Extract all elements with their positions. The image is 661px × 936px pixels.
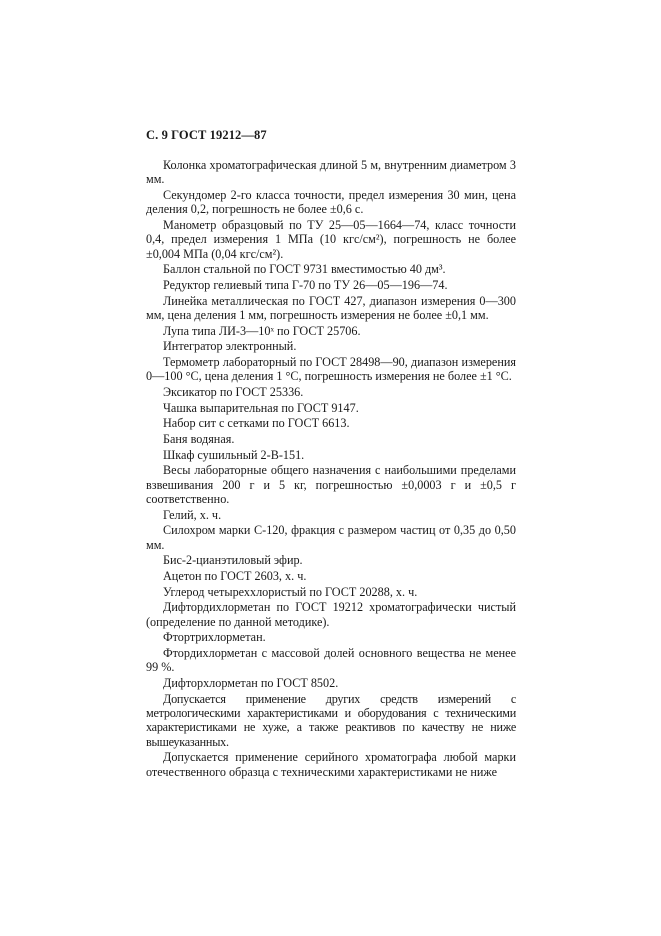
paragraph-fluorotrichloromethane: Фтортрихлорметан. xyxy=(163,630,266,645)
paragraph-sieve-set: Набор сит с сетками по ГОСТ 6613. xyxy=(163,416,350,431)
paragraph-silochrom: Силохром марки С-120, фракция с размером частиц от 0,35 до 0,50 мм. xyxy=(146,523,516,552)
paragraph-magnifier: Лупа типа ЛИ-3—10ˣ по ГОСТ 25706. xyxy=(163,323,361,338)
paragraph-drying-cabinet: Шкаф сушильный 2-В-151. xyxy=(163,447,305,462)
paragraph-carbon-tetrachloride: Углерод четыреххлористый по ГОСТ 20288, х. ч. xyxy=(163,584,418,599)
paragraph-ether: Бис-2-цианэтиловый эфир. xyxy=(163,553,303,568)
paragraph-ruler: Линейка металлическая по ГОСТ 427, диапазон измерения 0—300 мм, цена деления 1 мм, погрешность измерения не более ±0,1 мм. xyxy=(146,293,516,322)
paragraph-alternatives: Допускается применение других средств измерений с метрологическими характеристиками и оборудования с техническими характеристиками не хуже, а также реактивов по качеству не ниже вышеуказанных. xyxy=(146,691,516,749)
paragraph-acetone: Ацетон по ГОСТ 2603, х. ч. xyxy=(163,569,307,584)
paragraph-scales: Весы лабораторные общего назначения с наибольшими пределами взвешивания 200 г и 5 кг, погрешностью ±0,0003 г и ±0,5 г соответственно. xyxy=(146,463,516,506)
paragraph-helium: Гелий, х. ч. xyxy=(163,507,222,522)
paragraph-difluorochloromethane: Дифторхлорметан по ГОСТ 8502. xyxy=(163,676,339,691)
page-header: С. 9 ГОСТ 19212—87 xyxy=(146,128,267,142)
paragraph-desiccator: Эксикатор по ГОСТ 25336. xyxy=(163,384,304,399)
paragraph-evaporating-dish: Чашка выпарительная по ГОСТ 9147. xyxy=(163,400,359,415)
paragraph-integrator: Интегратор электронный. xyxy=(163,339,297,354)
paragraph-water-bath: Баня водяная. xyxy=(163,432,235,447)
paragraph-reducer: Редуктор гелиевый типа Г-70 по ТУ 26—05—196—74. xyxy=(163,277,448,292)
paragraph-fluorodichloromethane: Фтордихлорметан с массовой долей основного вещества не менее 99 %. xyxy=(146,646,516,675)
paragraph-difluorodichloromethane: Дифтордихлорметан по ГОСТ 19212 хроматографически чистый (определение по данной методике). xyxy=(146,600,516,629)
paragraph-cylinder: Баллон стальной по ГОСТ 9731 вместимостью 40 дм³. xyxy=(163,262,446,277)
paragraph-column: Колонка хроматографическая длиной 5 м, внутренним диаметром 3 мм. xyxy=(146,158,516,187)
document-page xyxy=(146,128,516,780)
paragraph-stopwatch: Секундомер 2-го класса точности, предел измерения 30 мин, цена деления 0,2, погрешность не более ±0,6 с. xyxy=(146,187,516,217)
paragraph-manometer: Манометр образцовый по ТУ 25—05—1664—74, класс точности 0,4, предел измерения 1 МПа (10 кгс/см²), погрешность не более ±0,004 МПа (0,04 кгс/см²). xyxy=(146,217,516,261)
paragraph-thermometer: Термометр лабораторный по ГОСТ 28498—90, диапазон измерения 0—100 °С, цена деления 1 °С, погрешность измерения не более ±1 °С. xyxy=(146,354,516,384)
paragraph-chromatograph: Допускается применение серийного хроматографа любой марки отечественного образца с техническими характеристиками не ниже xyxy=(146,750,516,779)
